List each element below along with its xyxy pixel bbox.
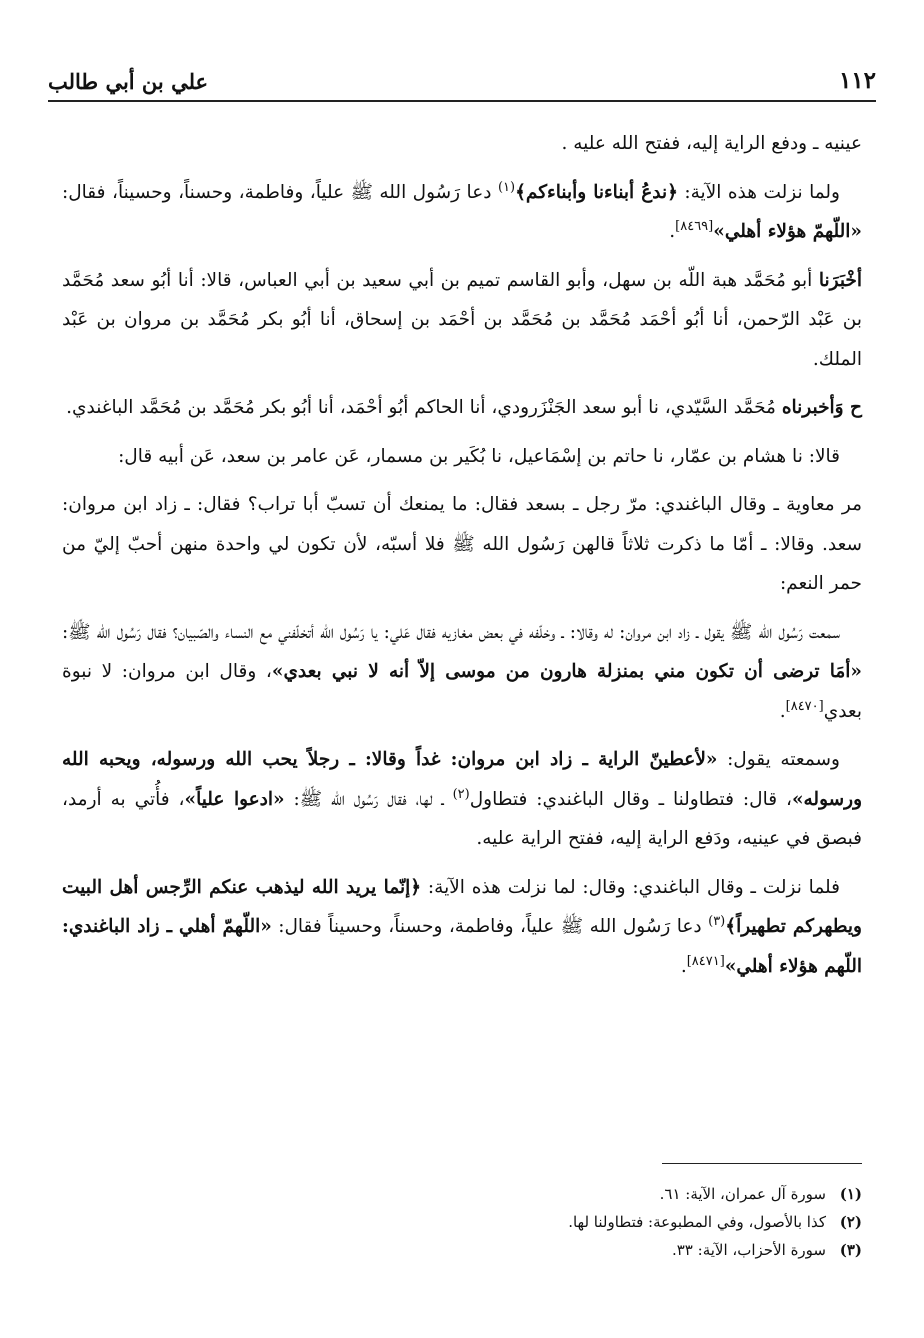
hadith-quote-1: «اللّهمّ هؤلاء أهلي»: [713, 221, 862, 242]
paragraph-7-intro: سمعت رَسُول الله ﷺ يقول ـ زاد ابن مروان: له وقالا: ـ وخلّفه في بعض مغازيه فقال عَلي: يا رَسُول الله أتخلّفني مع النساء والصّبيان؟ فقال رَسُول الله ﷺ:: [62, 621, 840, 643]
running-title: علي بن أبي طالب: [48, 69, 209, 94]
hadith-quote-2: «أمَا ترضى أن تكون مني بمنزلة هارون من موسى إلاّ أنه لا نبي بعدي»: [271, 661, 862, 682]
footnote-text: سورة آل عمران، الآية: ٦١.: [659, 1185, 826, 1203]
hadith-quote-3: «لأعطينّ الراية ـ زاد ابن مروان: غداً وقالا: ـ رجلاً يحب الله ورسوله، ويحبه الله ورسوله»: [62, 749, 862, 810]
paragraph-9-end: .: [680, 955, 687, 977]
paragraph-9-intro: فلما نزلت ـ وقال الباغندي: وقال: لما نزلت هذه الآية:: [421, 876, 840, 898]
page-number: ١١٢: [838, 67, 876, 94]
paragraph-1: [62, 124, 862, 164]
paragraph-9: [62, 868, 862, 987]
hadith-number-8471: [٨٤٧١]: [686, 953, 725, 969]
footnote-ref-3: (٣): [708, 913, 726, 929]
footnote-text: كذا بالأصول، وفي المطبوعة: فتطاولنا لها.: [568, 1213, 826, 1231]
isnad-lead-1: أخْبَرَنا: [818, 269, 862, 291]
footnote-divider: [662, 1163, 862, 1164]
paragraph-7-end: .: [779, 700, 786, 722]
paragraph-6: [62, 485, 862, 604]
hadith-quote-4: «ادعوا علياً»: [184, 788, 285, 810]
paragraph-8-intro: وسمعته يقول:: [717, 749, 840, 770]
paragraph-7-body: ، وقال ابن مروان: لا نبوة بعدي: [62, 661, 862, 722]
paragraph-5-text: قالا: نا هشام بن عمّار، نا حاتم بن إسْمَاعيل، نا بُكَير بن مسمار، عَن عامر بن سعد، عَن أبيه قال:: [118, 445, 840, 467]
footnote-ref-1: (١): [497, 179, 516, 195]
paragraph-8-middle: ـ لها، فقال رَسُول الله ﷺ:: [284, 788, 453, 810]
footnotes: [62, 1180, 862, 1264]
footnote-ref-2: (٢): [452, 786, 470, 802]
footnote-number: (٢): [839, 1213, 862, 1231]
paragraph-1-text: عينيه ـ ودفع الراية إليه، ففتح الله عليه .: [561, 133, 862, 154]
main-text: [62, 124, 862, 995]
paragraph-4: [62, 388, 862, 428]
hadith-number-8469: [٨٤٦٩]: [675, 218, 714, 234]
footnote-item: [62, 1180, 862, 1208]
hadith-number-8470: [٨٤٧٠]: [785, 698, 824, 714]
paragraph-2-end: .: [669, 221, 676, 242]
quran-verse-1: ﴿ندعُ أبناءنا وأبناءكم﴾: [515, 181, 678, 203]
hadith-quote-5: «اللّهمّ أهلي ـ زاد الباغندي: اللّهم هؤلاء أهلي»: [62, 916, 862, 977]
isnad-lead-2: ح وَأخبرناه: [781, 397, 862, 418]
footnote-item: [62, 1236, 862, 1264]
page-header: [48, 54, 876, 102]
paragraph-2-body: دعا رَسُول الله ﷺ علياً، وفاطمة، وحسناً، وحسيناً، فقال:: [62, 181, 498, 203]
paragraph-2-intro: ولما نزلت هذه الآية:: [677, 181, 840, 203]
paragraph-8-end: ، فأُتي به أرمد، فبصق في عينيه، ودَفع الراية إليه، ففتح الراية عليه.: [62, 788, 862, 849]
footnote-item: [62, 1208, 862, 1236]
paragraph-8: [62, 740, 862, 859]
paragraph-6-text: مر معاوية ـ وقال الباغندي: مرّ رجل ـ بسعد فقال: ما يمنعك أن تسبّ أبا تراب؟ فقال: ـ زاد ابن مروان: سعد. وقالا: ـ أمّا ما ذكرت ثلاثاً قالهن رَسُول الله ﷺ فلا أسبّه، لأن تكون لي واحدة منهن أحبّ إليّ من حمر النعم:: [62, 494, 862, 594]
footnote-number: (٣): [839, 1241, 862, 1259]
paragraph-8-body: ، قال: فتطاولنا ـ وقال الباغندي: فتطاول: [469, 788, 792, 810]
paragraph-3: [62, 261, 862, 380]
quran-verse-2: ﴿إنّما يريد الله ليذهب عنكم الرِّجس أهل البيت ويطهركم تطهيراً﴾: [62, 876, 862, 937]
paragraph-2: [62, 173, 862, 252]
footnote-number: (١): [839, 1185, 862, 1203]
isnad-chain-1: أبو مُحَمَّد هبة اللّه بن سهل، وأبو القاسم تميم بن أبي سعيد بن أبي العباس، قالا: أنا أبُو سعد مُحَمَّد بن عَبْد الرّحمن، أنا أبُو أحْمَد مُحَمَّد بن مُحَمَّد بن أحْمَد بن إسحاق، أنا أبُو بكر مُحَمَّد بن مروان بن عَبْد الملك.: [62, 269, 862, 370]
isnad-chain-2: مُحَمَّد السَّيّدي، نا أبو سعد الجَنْزَرودي، أنا الحاكم أبُو أحْمَد، أنا أبُو بكر مُحَمَّد بن مُحَمَّد الباغندي.: [66, 397, 782, 418]
paragraph-9-body: دعا رَسُول الله ﷺ علياً، وفاطمة، وحسناً، وحسيناً فقال:: [271, 916, 709, 937]
paragraph-7: [62, 613, 862, 732]
paragraph-5: [62, 437, 862, 477]
footnote-text: سورة الأحزاب، الآية: ٣٣.: [671, 1241, 826, 1259]
